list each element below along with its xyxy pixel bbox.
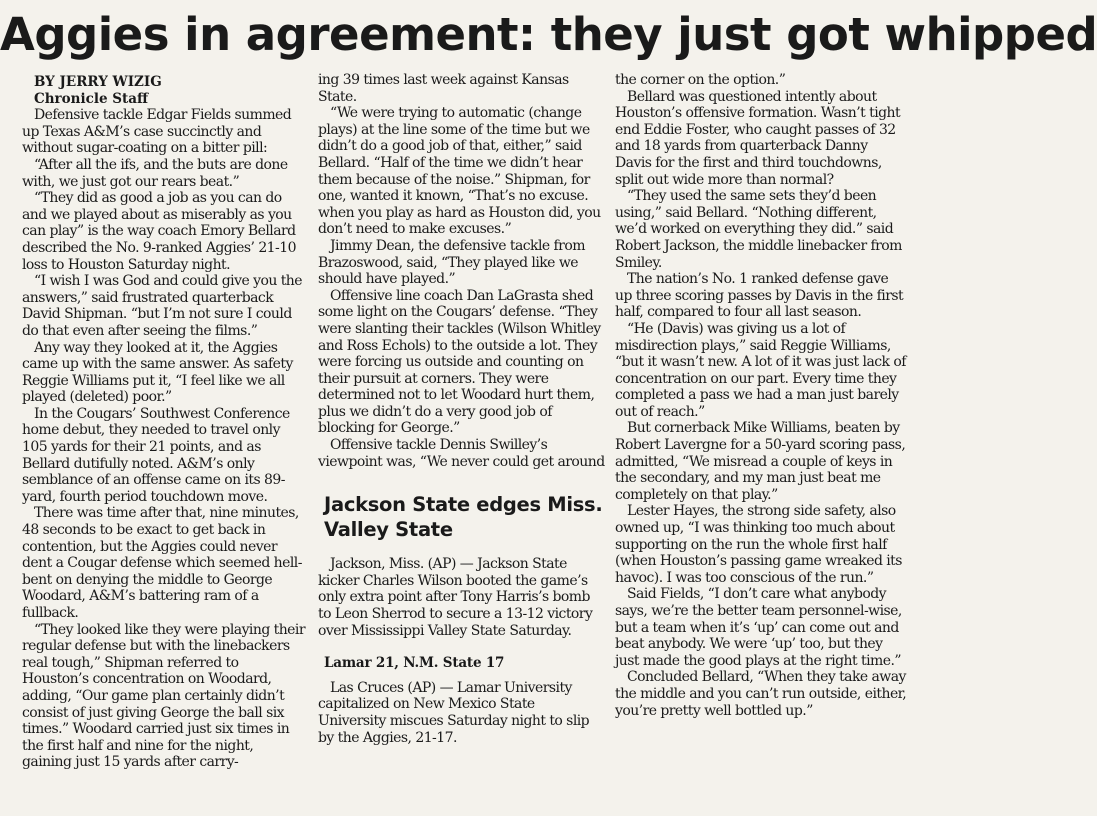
paragraph: Bellard was questioned intently about Houston’s offensive formation. Wasn’t tight end Eddie Foster, who caught passes of 32 and 18 yards from quarterback Danny Davis for the first and third touchdowns, split out wide more than normal?	[615, 88, 901, 188]
headline: Aggies in agreement: they just got whipped	[0, 8, 1097, 61]
paragraph: But cornerback Mike Williams, beaten by Robert Lavergne for a 50-yard scoring pass, admitted, “We misread a couple of keys in the secondary, and my man just beat me completely on that play.”	[615, 420, 906, 503]
paragraph-continued: the corner on the option.”	[615, 72, 786, 88]
paragraph: “After all the ifs, and the buts are done with, we just got our rears beat.”	[22, 156, 288, 190]
paragraph: Said Fields, “I don’t care what anybody says, we’re the better team personnel-wise, but a team when it’s ‘up’ can come out and beat anybody. We were ‘up’ too, but they just made the good plays at the right time.”	[615, 586, 902, 669]
staff-credit: Chronicle Staff	[34, 90, 149, 107]
paragraph: “They looked like they were playing their regular defense but with the linebackers real tough,” Shipman referred to Houston’s concentration on Woodard, adding, “Our game plan certainly didn’t consist of just giving George the ball six times.” Woodard carried just six times in the first half and nine for the night, gaining just 15 yards after carry-	[22, 621, 305, 771]
paragraph: Lester Hayes, the strong side safety, also owned up, “I was thinking too much about supporting on the run the whole first half (when Houston’s passing game wreaked its havoc). I was too conscious of the run.”	[615, 503, 902, 586]
paragraph: Defensive tackle Edgar Fields summed up Texas A&M’s case succinctly and without sugar-coating on a bitter pill:	[22, 107, 292, 157]
byline: BY JERRY WIZIG	[34, 74, 162, 90]
paragraph: Offensive tackle Dennis Swilley’s viewpoint was, “We never could get around	[318, 437, 605, 470]
paragraph: Any way they looked at it, the Aggies came up with the same answer. As safety Reggie Williams put it, “I feel like we all played (deleted) poor.”	[22, 339, 293, 406]
column-1	[22, 74, 305, 814]
brief-jackson-state: Jackson, Miss. (AP) — Jackson State kicker Charles Wilson booted the game’s only extra point after Tony Harris’s bomb to Leon Sherrod to secure a 13-12 victory over Mississippi Valley State Saturday.	[318, 556, 593, 639]
column-3	[615, 72, 907, 812]
paragraph: “They used the same sets they’d been using,” said Bellard. “Nothing different, we’d worked on everything they did.” said Robert Jackson, the middle linebacker from Smiley.	[615, 188, 902, 271]
paragraph: Offensive line coach Dan LaGrasta shed some light on the Cougars’ defense. “They were slanting their tackles (Wilson Whitley and Ross Echols) to the outside a lot. They were forcing us outside and counting on their pursuit at corners. They were determined not to let Woodard hurt them, plus we didn’t do a very good job of blocking for George.”	[318, 287, 601, 437]
paragraph: “We were trying to automatic (change plays) at the line some of the time but we didn’t do a good job of that, either,” said Bellard. “Half of the time we didn’t hear them because of the noise.” Shipman, for one, wanted it known, “That’s no excuse. when you play as hard as Houston did, you don’t need to make excuses.”	[318, 105, 601, 238]
paragraph-continued: ing 39 times last week against Kansas State.	[318, 72, 569, 105]
paragraph: Concluded Bellard, “When they take away the middle and you can’t run outside, either, you’re pretty well bottled up.”	[615, 669, 907, 719]
sub-headline-lamar: Lamar 21, N.M. State 17	[324, 655, 505, 672]
paragraph: Jimmy Dean, the defensive tackle from Brazoswood, said, “They played like we should have played.”	[318, 237, 585, 288]
sub-headline-jackson-state: Jackson State edges Miss. Valley State	[324, 493, 603, 542]
paragraph: “He (Davis) was giving us a lot of misdirection plays,” said Reggie Williams, “but it wasn’t new. A lot of it was just lack of concentration on our part. Every time they completed a pass we had a man just barely out of reach.”	[615, 320, 906, 420]
brief-lamar: Las Cruces (AP) — Lamar University capitalized on New Mexico State University miscues Saturday night to slip by the Aggies, 21-17.	[318, 679, 590, 746]
paragraph: “They did as good a job as you can do and we played about as miserably as you can play” is the way coach Emory Bellard described the No. 9-ranked Aggies’ 21-10 loss to Houston Saturday night.	[22, 190, 296, 273]
paragraph: The nation’s No. 1 ranked defense gave up three scoring passes by Davis in the first half, compared to four all last season.	[615, 271, 904, 321]
paragraph: “I wish I was God and could give you the answers,” said frustrated quarterback David Shipman. “but I’m not sure I could do that even after seeing the films.”	[22, 273, 302, 339]
paragraph: There was time after that, nine minutes, 48 seconds to be exact to get back in contention, but the Aggies could never dent a Cougar defense which seemed hell-bent on denying the middle to George Woodard, A&M’s battering ram of a fullback.	[22, 505, 302, 621]
column-2	[318, 72, 606, 812]
paragraph: In the Cougars’ Southwest Conference home debut, they needed to travel only 105 yards for their 21 points, and as Bellard dutifully noted. A&M’s only semblance of an offense came on its 89-yard, fourth period touchdown move.	[22, 405, 290, 505]
